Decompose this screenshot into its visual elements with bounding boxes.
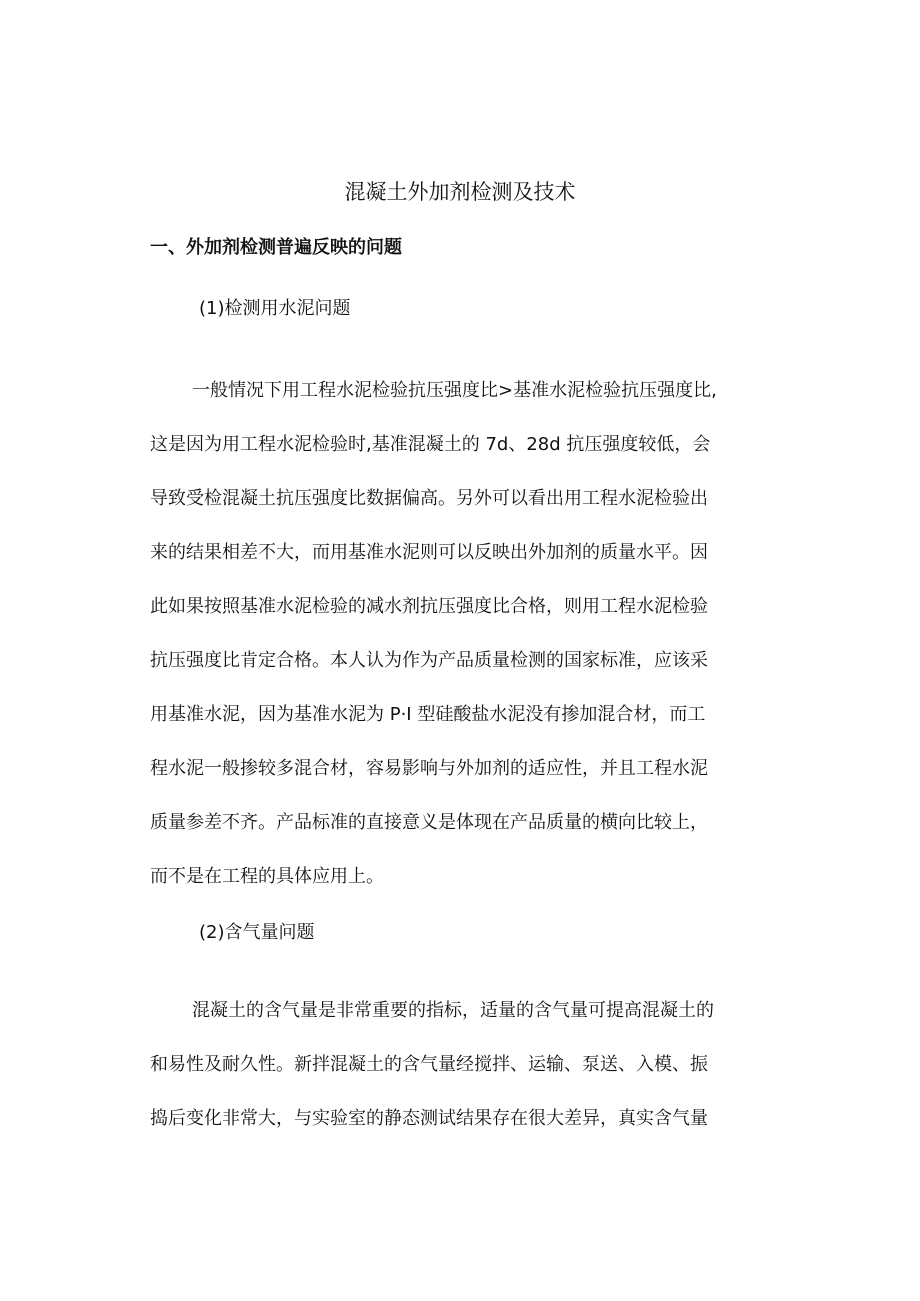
paragraph-line: 程水泥一般掺较多混合材，容易影响与外加剂的适应性，并且工程水泥: [150, 758, 708, 779]
paragraph-line: 这是因为用工程水泥检验时,基准混凝土的 7d、28d 抗压强度较低，会: [150, 434, 711, 455]
paragraph-line: 一般情况下用工程水泥检验抗压强度比>基准水泥检验抗压强度比,: [192, 380, 717, 401]
paragraph-line: 来的结果相差不大，而用基准水泥则可以反映出外加剂的质量水平。因: [150, 542, 708, 563]
paragraph-line: 用基准水泥，因为基准水泥为 P·I 型硅酸盐水泥没有掺加混合材，而工: [150, 704, 706, 725]
paragraph-line: 抗压强度比肯定合格。本人认为作为产品质量检测的国家标准，应该采: [150, 650, 708, 671]
paragraph-line: 此如果按照基准水泥检验的减水剂抗压强度比合格，则用工程水泥检验: [150, 596, 708, 617]
paragraph-line: 和易性及耐久性。新拌混凝土的含气量经搅拌、运输、泵送、入模、振: [150, 1054, 708, 1075]
paragraph-line: 导致受检混凝土抗压强度比数据偏高。另外可以看出用工程水泥检验出: [150, 488, 708, 509]
paragraph-air-content: [150, 996, 790, 1158]
document-title: 混凝土外加剂检测及技术: [344, 180, 576, 204]
paragraph-line: 质量参差不齐。产品标准的直接意义是体现在产品质量的横向比较上，: [150, 812, 708, 833]
subsection-heading-air-content: (2)含气量问题: [199, 922, 315, 943]
paragraph-cement: [150, 376, 790, 916]
paragraph-line: 混凝土的含气量是非常重要的指标，适量的含气量可提高混凝土的: [192, 1000, 714, 1021]
paragraph-line: 而不是在工程的具体应用上。: [150, 866, 384, 887]
subsection-heading-cement: (1)检测用水泥问题: [199, 298, 351, 319]
section-heading: 一、外加剂检测普遍反映的问题: [150, 237, 402, 258]
paragraph-line: 捣后变化非常大，与实验室的静态测试结果存在很大差异，真实含气量: [150, 1108, 708, 1129]
